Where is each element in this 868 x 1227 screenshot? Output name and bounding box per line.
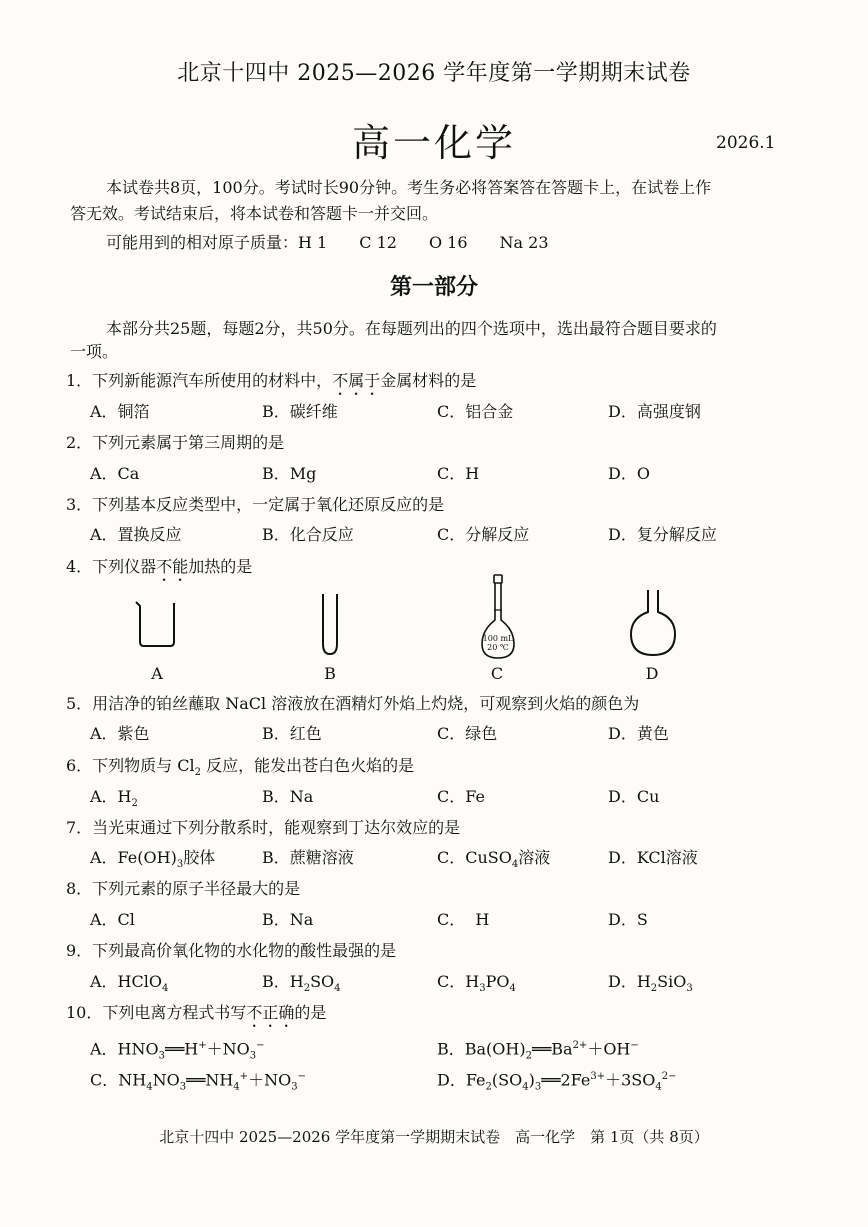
emphasis-text: 不正确 [246,1003,295,1022]
intro-line-1: 本试卷共8页，100分。考试时长90分钟。考生务必将答案答在答题卡上，在试卷上作 [106,178,712,197]
apparatus-label-c: C [490,664,504,683]
q9-option-b: B．$H_2SO_4$ [262,972,341,995]
intro-line-2: 答无效。考试结束后，将本试卷和答题卡一并交回。 [70,204,439,223]
q1-option-b: B．碳纤维 [262,402,338,421]
question-10-stem: 10．下列电离方程式书写不正确的是 [66,1003,327,1022]
q2-option-a: A．Ca [90,464,140,483]
apparatus-label-b: B [324,664,336,683]
q2-option-d: D．O [608,464,650,483]
question-1-stem: 1．下列新能源汽车所使用的材料中，不属于金属材料的是 [66,371,477,390]
q8-option-d: D．S [608,910,648,929]
q10-option-b: B．$Ba(OH)_2══Ba^{2+}+OH^-$ [437,1039,639,1062]
q7-option-d: D．KCl溶液 [608,848,698,867]
emphasis-text: 不属于 [332,371,381,390]
q5-option-a: A．紫色 [90,724,150,743]
q6-option-c: C．Fe [437,787,485,806]
q1-option-a: A．铜箔 [90,402,150,421]
round-bottom-flask-icon [628,588,678,658]
question-6-stem: 6．下列物质与 $Cl_2$ 反应，能发出苍白色火焰的是 [66,756,415,779]
q2-option-c: C．H [437,464,480,483]
question-3-stem: 3．下列基本反应类型中，一定属于氧化还原反应的是 [66,495,445,514]
emphasis-text: 不能 [156,557,189,576]
q10-option-a: A．$HNO_3══H^++NO_3^-$ [90,1039,265,1062]
apparatus-label-d: D [645,664,659,683]
mass-na: Na 23 [499,233,549,252]
q6-option-b: B．Na [262,787,314,806]
q1-option-d: D．高强度钢 [608,402,701,421]
q6-option-a: A．$H_2$ [90,787,138,810]
q9-option-c: C．$H_3PO_4$ [437,972,516,995]
beaker-icon [134,600,180,648]
flask-markings [478,634,518,652]
part-one-desc-1: 本部分共25题，每题2分，共50分。在每题列出的四个选项中，选出最符合题目要求的 [106,319,717,338]
q8-option-b: B．Na [262,910,314,929]
q6-option-d: D．Cu [608,787,660,806]
q9-option-d: D．$H_2SiO_3$ [608,972,693,995]
mass-h: H 1 [298,233,328,252]
q5-option-d: D．黄色 [608,724,669,743]
q7-option-c: C．CuSO$_4$溶液 [437,848,551,871]
q8-option-c: C． H [437,910,490,929]
q7-option-b: B．蔗糖溶液 [262,848,354,867]
test-tube-icon [320,592,340,656]
atomic-masses-label: 可能用到的相对原子质量： [106,233,299,252]
q3-option-a: A．置换反应 [90,525,182,544]
page-footer: 北京十四中 2025—2026 学年度第一学期期末试卷 高一化学 第 1页（共 8页） [159,1128,709,1146]
atomic-masses [106,233,549,253]
q10-option-c: C．$NH_4NO_3══NH_4^++NO_3^-$ [90,1070,306,1093]
q7-option-a: A．$Fe(OH)_3$胶体 [90,848,216,871]
flask-temp-label: 20 ℃ [487,643,509,652]
flask-volume-label: 100 mL [482,634,514,643]
mass-o: O 16 [428,233,468,252]
question-5-stem: 5．用洁净的铂丝蘸取 NaCl 溶液放在酒精灯外焰上灼烧，可观察到火焰的颜色为 [66,694,640,713]
q3-option-c: C．分解反应 [437,525,530,544]
question-8-stem: 8．下列元素的原子半径最大的是 [66,879,301,898]
q9-option-a: A．HClO$_4$ [90,972,169,995]
part-one-title: 第一部分 [389,274,478,300]
q3-option-d: D．复分解反应 [608,525,717,544]
exam-date: 2026.1 [716,133,776,153]
exam-title: 北京十四中 2025—2026 学年度第一学期期末试卷 [177,61,691,86]
question-7-stem: 7．当光束通过下列分散系时，能观察到丁达尔效应的是 [66,818,461,837]
mass-c: C 12 [359,233,397,252]
q8-option-a: A．Cl [90,910,135,929]
q1-option-c: C．铝合金 [437,402,514,421]
question-2-stem: 2．下列元素属于第三周期的是 [66,433,285,452]
q3-option-b: B．化合反应 [262,525,354,544]
question-4-stem: 4．下列仪器不能加热的是 [66,557,253,576]
q5-option-c: C．绿色 [437,724,498,743]
q10-option-d: D．$Fe_2(SO_4)_3══2Fe^{3+}+3SO_4^{2-}$ [437,1070,677,1093]
q2-option-b: B．Mg [262,464,317,483]
part-one-desc-2: 一项。 [70,342,119,361]
question-9-stem: 9．下列最高价氧化物的水化物的酸性最强的是 [66,941,397,960]
q5-option-b: B．红色 [262,724,322,743]
subject-title: 高一化学 [351,121,516,165]
apparatus-label-a: A [151,664,163,683]
